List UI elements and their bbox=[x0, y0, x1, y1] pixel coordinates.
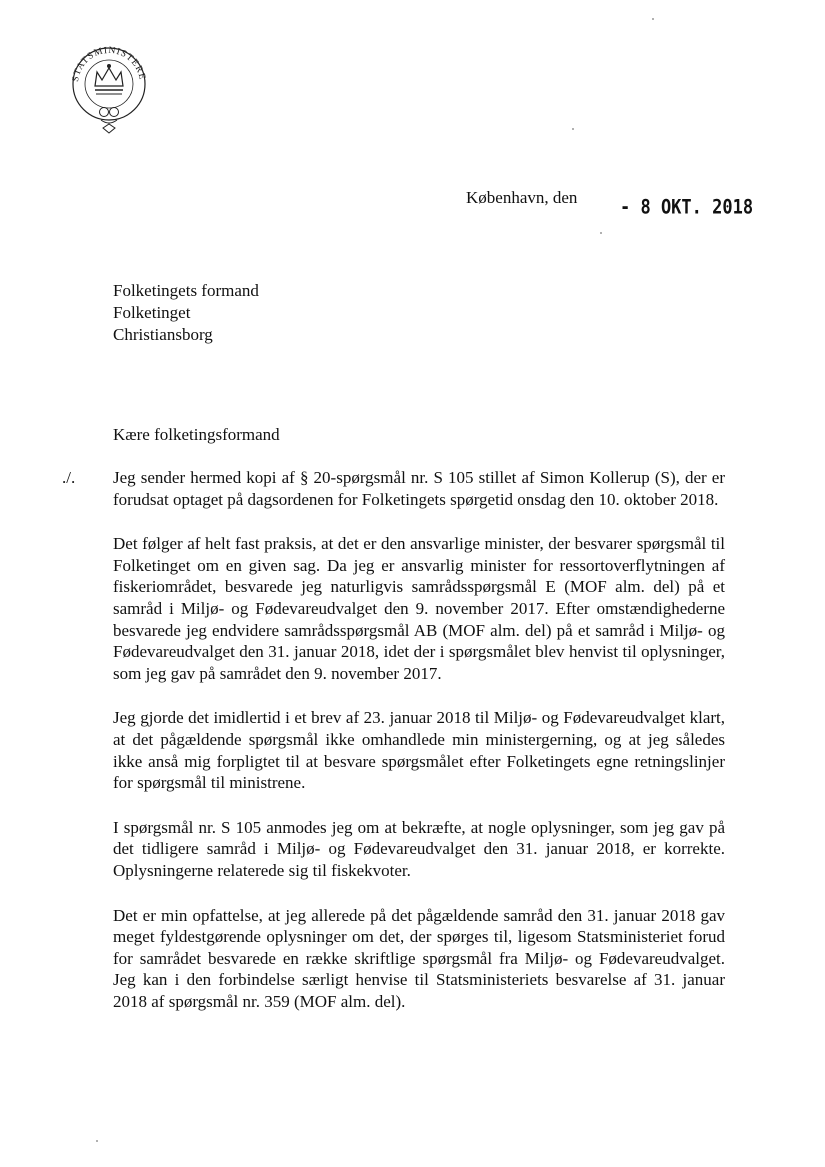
letter-paragraph: Det er min opfattelse, at jeg allerede på det pågældende samråd den 31. januar 2018 gav meget fyldestgørende oplysninger om det, der spørges til, ligesom Statsministeriet forud for samrådet besvarede en række skriftlige spørgsmål fra Miljø- og Fødevareudvalget. Jeg kan i den forbindelse særligt henvise til Statsministeriets besvarelse af 31. januar 2018 af spørgsmål nr. 359 (MOF alm. del). bbox=[113, 905, 725, 1011]
scan-speck bbox=[600, 232, 602, 234]
recipient-line: Folketingets formand bbox=[113, 281, 259, 300]
letter-paragraph: I spørgsmål nr. S 105 anmodes jeg om at bekræfte, at nogle oplysninger, som jeg gav på det tidligere samråd i Miljø- og Fødevareudvalget den 31. januar 2018, er korrekte. Oplysningerne relaterede sig til fiskekvoter. bbox=[113, 817, 725, 880]
letter-paragraph: Jeg gjorde det imidlertid i et brev af 23. januar 2018 til Miljø- og Fødevareudvalget klart, at det pågældende spørgsmål ikke omhandlede min ministergerning, og at jeg således ikke anså mig forpligtet til at besvare spørgsmålet efter Folketingets egne retningslinjer for spørgsmål til ministrene. bbox=[113, 708, 725, 793]
salutation: Kære folketingsformand bbox=[113, 425, 280, 444]
scan-speck bbox=[96, 1140, 98, 1142]
scan-speck bbox=[652, 18, 654, 20]
letter-paragraph: Jeg sender hermed kopi af § 20-spørgsmål nr. S 105 stillet af Simon Kollerup (S), der er forudsat optaget på dagsordenen for Folketingets spørgetid onsdag den 10. oktober 2018. bbox=[113, 468, 725, 509]
place-date-label: København, den bbox=[466, 188, 578, 207]
svg-text:STATSMINISTEREN bbox=[68, 40, 147, 83]
letter-body bbox=[113, 467, 725, 1035]
recipient-address bbox=[113, 280, 259, 346]
enclosure-mark: ./. bbox=[62, 468, 76, 487]
seal-text: STATSMINISTERE bbox=[70, 45, 147, 83]
recipient-line: Christiansborg bbox=[113, 325, 213, 344]
date-stamp: - 8 OKT. 2018 bbox=[620, 196, 754, 219]
scan-speck bbox=[572, 128, 574, 130]
recipient-line: Folketinget bbox=[113, 303, 191, 322]
letter-paragraph: Det følger af helt fast praksis, at det er den ansvarlige minister, der besvarer spørgsmål til Folketinget om en given sag. Da jeg er ansvarlig minister for ressortoverflytningen af fiskeriområdet, besvarede jeg naturligvis samrådsspørgsmål E (MOF alm. del) på et samråd i Miljø- og Fødevareudvalget den 9. november 2017. Efter omstændighederne besvarede jeg endvidere samrådsspørgsmål AB (MOF alm. del) på et samråd i Miljø- og Fødevareudvalget den 31. januar 2018, idet der i spørgsmålet blev henvist til oplysninger, som jeg gav på samrådet den 9. november 2017. bbox=[113, 534, 725, 683]
statsministeriet-seal bbox=[68, 40, 150, 140]
